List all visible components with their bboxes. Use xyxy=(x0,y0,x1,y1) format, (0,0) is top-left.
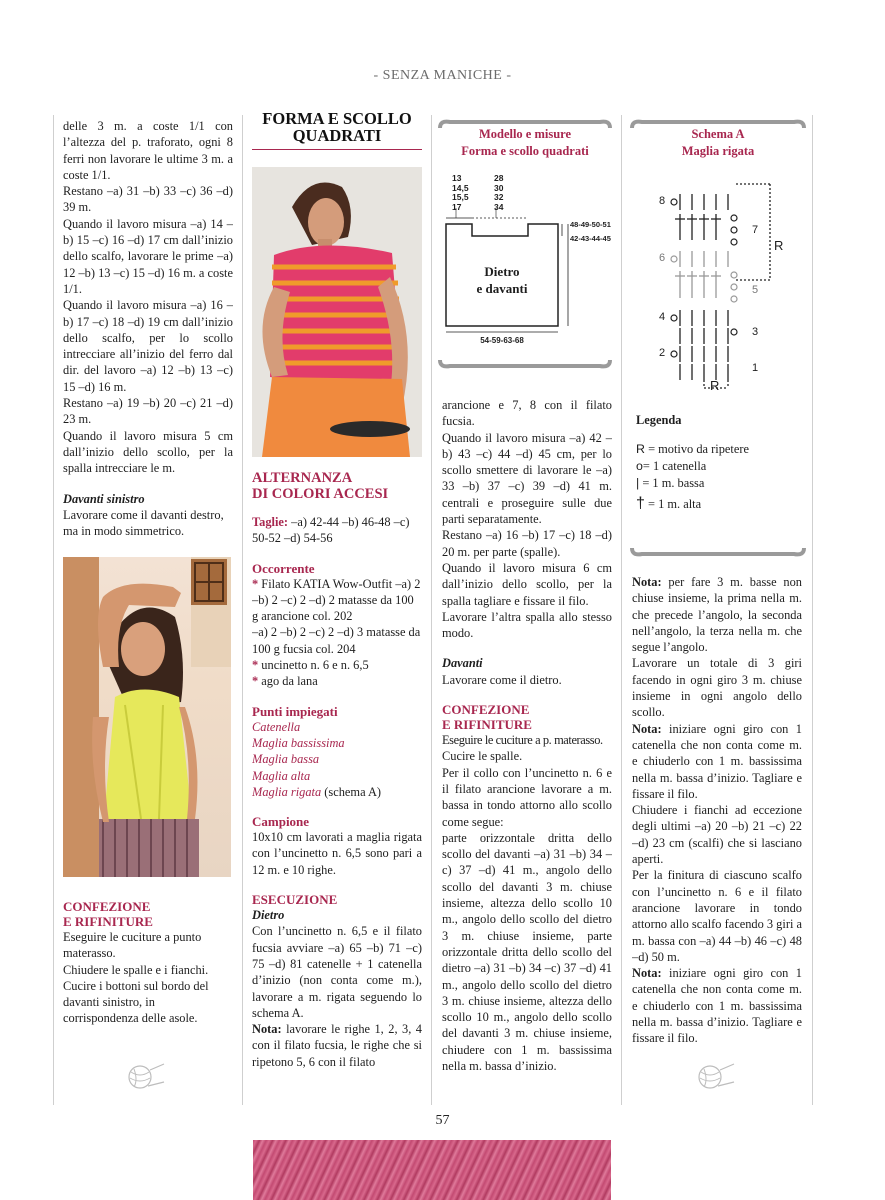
title-line: FORMA E SCOLLO xyxy=(262,109,412,128)
paragraph: Lavorare un totale di 3 giri facendo in ogni giro 3 m. chiuse insieme in ogni angolo dello scollo. xyxy=(632,656,802,720)
nota-text: per fare 3 m. basse non chiuse insieme, la prima nella m. che precede l’angolo, la seconda nell’angolo, la terza nella m. che segue l’angolo. xyxy=(632,575,802,655)
piece-label-line: e davanti xyxy=(476,281,528,296)
section-heading: CONFEZIONE xyxy=(63,899,151,914)
column-divider xyxy=(242,115,243,1105)
taglie-text: –a) 42-44 –b) 46-48 –c) 50-52 –d) 54-56 xyxy=(252,515,410,546)
diagram-piece-label xyxy=(446,263,558,297)
paragraph: Lavorare come il dietro. xyxy=(442,672,562,687)
nota-text: iniziare ogni giro con 1 catenella che non conta come m. e chiuderlo con 1 m. bassissima nella m. bassa d’inizio. Tagliare e fissare il filo. xyxy=(632,721,802,801)
yarn-ball-icon xyxy=(120,1062,166,1095)
single-crochet-icon: | xyxy=(636,476,640,490)
list-item: Maglia bassa xyxy=(252,752,320,767)
row-number: 5 xyxy=(752,284,759,296)
legend-item xyxy=(636,458,806,475)
nota-label: Nota: xyxy=(632,721,662,736)
size-value: 15,5 xyxy=(452,192,469,202)
nota-label: Nota: xyxy=(632,966,662,981)
measurements-diagram-box xyxy=(436,118,614,370)
paragraph: Quando il lavoro misura –a) 42 –b) 43 –c) 44 –d) 45 cm, per lo scollo smettere di lavorare le –a) 33 –b) 37 –c) 39 –d) 41 m. centrali e proseguire sulle due parti separatamente. xyxy=(442,430,612,527)
dimension-label: 48-49-50-51 xyxy=(570,220,611,229)
row-number: 3 xyxy=(752,326,759,338)
list-item: Maglia bassissima xyxy=(252,735,345,750)
list-item-text: ago da lana xyxy=(261,674,318,689)
chart-title xyxy=(628,126,808,160)
nota-label: Nota: xyxy=(252,1022,282,1037)
column-divider xyxy=(53,115,54,1105)
yarn-ball-icon xyxy=(690,1062,736,1095)
legend xyxy=(636,412,806,513)
column-4 xyxy=(632,574,802,1054)
size-value: 32 xyxy=(494,192,504,202)
section-heading: Punti impiegati xyxy=(252,703,338,719)
legend-item xyxy=(636,495,806,513)
column-2 xyxy=(252,470,422,1105)
paragraph: Quando il lavoro misura 5 cm dall’inizio dello scollo, per la spalla intrecciare le m. xyxy=(63,428,233,476)
size-value: 17 xyxy=(452,201,462,212)
legend-title: Legenda xyxy=(636,413,682,427)
row-number: 6 xyxy=(659,252,666,264)
title-line: QUADRATI xyxy=(292,126,382,145)
section-heading: ALTERNANZA xyxy=(252,470,353,486)
legend-item xyxy=(636,475,806,492)
size-value: 28 xyxy=(494,173,504,183)
paragraph: Lavorare l’altra spalla allo stesso modo. xyxy=(442,609,612,641)
section-heading: Davanti xyxy=(442,656,483,671)
section-heading: E RIFINITURE xyxy=(63,914,153,929)
taglie-label: Taglie: xyxy=(252,515,289,529)
paragraph: Quando il lavoro misura 6 cm dall’inizio dello scollo, per la spalla tagliare e fissare il filo. xyxy=(442,560,612,608)
list-item-text: uncinetto n. 6 e n. 6,5 xyxy=(261,658,369,673)
pattern-title xyxy=(252,110,422,144)
diagram-title-line: Modello e misure xyxy=(478,127,572,141)
repeat-marker: R xyxy=(710,378,720,393)
paragraph: Cucire i bottoni sul bordo del davanti sinistro, in corrispondenza delle asole. xyxy=(63,978,209,1026)
paragraph: Restano –a) 31 –b) 33 –c) 36 –d) 39 m. xyxy=(63,184,233,215)
column-divider xyxy=(812,115,813,1105)
model-photo-yellow-vest xyxy=(63,557,231,877)
yarn-texture-swatch xyxy=(253,1140,611,1200)
model-photo-striped-top xyxy=(252,167,422,457)
legend-text: = 1 m. alta xyxy=(648,497,702,511)
diagram-title-line: Forma e scollo quadrati xyxy=(461,144,589,158)
section-heading: CONFEZIONE xyxy=(442,702,530,718)
section-heading: Dietro xyxy=(252,908,285,923)
list-item: * Filato KATIA Wow-Outfit –a) 2 –b) 2 –c) 2 –d) 2 matasse da 100 g arancione col. 202 xyxy=(252,576,421,624)
row-number: 2 xyxy=(659,347,666,359)
paragraph: delle 3 m. a coste 1/1 con l’altezza del p. traforato, ogni 8 ferri non lavorare le ultime 3 m. a coste 1/1. xyxy=(63,119,233,182)
paragraph: arancione e 7, 8 con il filato fucsia. xyxy=(442,398,612,429)
piece-label-line: Dietro xyxy=(484,264,520,279)
size-value: 13 xyxy=(452,173,462,183)
list-item-text: Maglia rigata xyxy=(252,784,322,799)
paragraph: Quando il lavoro misura –a) 16 –b) 17 –c) 18 –d) 19 cm dall’inizio dello scalfo, per lo scollo intrecciare all’inizio del ferro dal dir. del lavoro –a) 12 –b) 13 –c) 15 –d) 16 m. xyxy=(63,298,233,394)
chart-title-line: Schema A xyxy=(691,127,745,141)
section-heading: ESECUZIONE xyxy=(252,892,338,908)
legend-item xyxy=(636,441,806,458)
column-divider xyxy=(621,115,622,1105)
double-crochet-icon: † xyxy=(636,495,645,512)
row-number: 7 xyxy=(752,224,759,236)
dimension-label: 42-43-44-45 xyxy=(570,234,611,243)
nota-text: lavorare le righe 1, 2, 3, 4 con il filato fucsia, le righe che si ripetono 5, 6 con il filato xyxy=(252,1022,422,1069)
paragraph: Eseguire le cuciture a p. materasso. xyxy=(442,733,603,748)
paragraph: Lavorare come il davanti destro, ma in modo simmetrico. xyxy=(63,507,224,539)
section-heading: DI COLORI ACCESI xyxy=(252,486,389,502)
list-item xyxy=(252,784,422,800)
paragraph: Per la finitura di ciascuno scalfo con l’uncinetto n. 6 e il filato arancione lavorare in tondo attorno allo scalfo facendo 3 giri a m. bassa con –a) 44 –b) 46 –c) 48 –d) 50 m. xyxy=(632,868,802,964)
list-item: Catenella xyxy=(252,719,301,734)
list-item: * ago da lana xyxy=(252,674,318,689)
row-number: 8 xyxy=(659,195,666,207)
paragraph: parte orizzontale dritta dello scollo del davanti –a) 31 –b) 34 –c) 37 –d) 41 m., angolo dello scollo del davanti 3 m. chiuse insieme, altezza dello scollo 10 m., angolo dello scollo del dietro 3 m. chiuse insieme, parte orizzontale dritta dello scollo del dietro –a) 31 –b) 34 –c) 37 –d) 41 m., angolo dello scollo del dietro 3 m. chiuse insieme, altezza dello scollo 10 m., angolo dello scollo del davanti 3 m. chiuse insieme, chiudere con 1 m. bassissima nella m. bassa d’inizio. xyxy=(442,830,612,1073)
paragraph: 10x10 cm lavorati a maglia rigata con l’uncinetto n. 6,5 sono pari a 12 m. e 10 righe. xyxy=(252,830,422,877)
list-item: –a) 2 –b) 2 –c) 2 –d) 3 matasse da 100 g fucsia col. 204 xyxy=(252,625,421,656)
legend-text: = 1 catenella xyxy=(642,459,707,473)
list-item: Maglia alta xyxy=(252,768,311,783)
paragraph: Con l’uncinetto n. 6,5 e il filato fucsia avviare –a) 65 –b) 71 –c) 75 –d) 81 catenelle + 1 catenella d’inizio (non conta come m.), lavorare a m. rigata seguendo lo schema A. xyxy=(252,924,422,1020)
dimension-label: 54-59-63-68 xyxy=(480,336,524,345)
legend-text: = 1 m. bassa xyxy=(642,476,705,490)
paragraph: Restano –a) 19 –b) 20 –c) 21 –d) 23 m. xyxy=(63,396,233,427)
title-underline xyxy=(252,149,422,150)
paragraph: Restano –a) 16 –b) 17 –c) 18 –d) 20 m. per parte (spalle). xyxy=(442,528,612,559)
paragraph: Chiudere le spalle e i fianchi. xyxy=(63,962,209,977)
row-number: 1 xyxy=(752,362,759,374)
size-list-left xyxy=(452,174,469,212)
section-heading: E RIFINITURE xyxy=(442,717,532,733)
chart-title-line: Maglia rigata xyxy=(681,144,755,158)
chain-stitch-icon: o xyxy=(636,459,643,473)
size-value: 14,5 xyxy=(452,182,469,193)
column-divider xyxy=(431,115,432,1105)
paragraph: Quando il lavoro misura –a) 14 –b) 15 –c) 16 –d) 17 cm dall’inizio dello scalfo, lavorare le prime –a) 12 –b) 13 –c) 15 –d) 16 m. a coste 1/1. xyxy=(63,216,233,296)
diagram-title xyxy=(436,126,614,160)
paragraph: Eseguire le cuciture a punto materasso. xyxy=(63,930,202,961)
legend-text: = motivo da ripetere xyxy=(648,442,749,456)
column-3 xyxy=(442,397,612,1102)
nota-label: Nota: xyxy=(632,575,662,589)
legend-symbol: R xyxy=(636,442,645,456)
repeat-marker: R xyxy=(774,238,784,253)
page-number: 57 xyxy=(435,1113,450,1128)
column-1 xyxy=(63,118,233,543)
paragraph: Per il collo con l’uncinetto n. 6 e il filato arancione lavorare a m. bassa in tondo attorno allo scollo come segue: xyxy=(442,765,612,829)
list-item-text: Filato KATIA Wow-Outfit –a) 2 –b) 2 –c) 2 –d) 2 matasse da 100 g arancione col. 202 xyxy=(252,576,421,624)
section-heading: Campione xyxy=(252,814,310,830)
running-header: - SENZA MANICHE - xyxy=(373,68,512,83)
size-value: 34 xyxy=(494,201,504,212)
list-item: * uncinetto n. 6 e n. 6,5 xyxy=(252,658,369,673)
row-number: 4 xyxy=(659,311,666,323)
column-1-lower xyxy=(63,899,233,1039)
paragraph: Cucire le spalle. xyxy=(442,749,523,764)
size-value: 30 xyxy=(494,182,504,193)
section-heading: Occorrente xyxy=(252,560,315,576)
nota-text: iniziare ogni giro con 1 catenella che non conta come m. e chiuderlo con 1 m. bassissima nella m. bassa d’inizio. Tagliare e fissare il filo. xyxy=(632,966,802,1046)
paragraph: Chiudere i fianchi ad eccezione degli ultimi –a) 20 –b) 21 –c) 22 –d) 23 cm (scalfi) che si lasciano aperti. xyxy=(632,803,802,867)
size-list-right xyxy=(494,174,503,212)
section-heading: Davanti sinistro xyxy=(63,491,145,506)
list-item-suffix: (schema A) xyxy=(321,784,382,799)
